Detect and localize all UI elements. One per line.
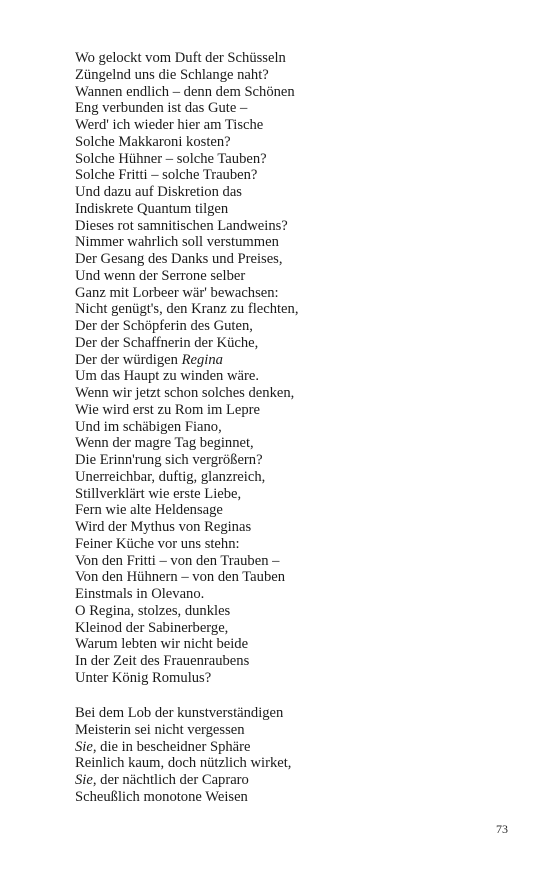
poem-line — [75, 419, 298, 436]
poem-line-text: Und im schäbigen Fiano, — [75, 418, 222, 435]
poem-line — [75, 385, 298, 402]
poem-line-text: Solche Hühner – solche Tauben? — [75, 150, 267, 167]
poem-line — [75, 469, 298, 486]
poem-line-text: Solche Fritti – solche Trauben? — [75, 167, 258, 184]
poem-line-italic-text: Sie — [75, 772, 93, 788]
poem-line-text: Unerreichbar, duftig, glanzreich, — [75, 468, 266, 485]
poem-line — [75, 722, 291, 739]
poem-line-text: Um das Haupt zu winden wäre. — [75, 368, 259, 385]
poem-stanza-1 — [75, 50, 298, 687]
poem-line — [75, 335, 298, 352]
poem-line-text: Stillverklärt wie erste Liebe, — [75, 485, 242, 502]
poem-line-text: , der nächtlich der Capraro — [92, 772, 249, 788]
poem-line — [75, 218, 298, 235]
poem-line — [75, 636, 298, 653]
poem-line-text: Nimmer wahrlich soll verstummen — [75, 234, 279, 251]
poem-line-text: Bei dem Lob der kunstverständigen — [75, 705, 284, 721]
poem-line — [75, 670, 298, 687]
poem-line-text: Wenn der magre Tag beginnet, — [75, 435, 254, 452]
poem-line-text: Unter König Romulus? — [75, 669, 212, 686]
poem-line — [75, 653, 298, 670]
poem-line-text: , die in bescheidner Sphäre — [92, 738, 251, 755]
poem-line-text: Fern wie alte Heldensage — [75, 502, 223, 519]
poem-line — [75, 705, 291, 722]
poem-line — [75, 117, 298, 134]
poem-line-text: Wannen endlich – denn dem Schönen — [75, 83, 295, 100]
poem-line-italic-text: Sie — [75, 738, 93, 755]
poem-line — [75, 739, 291, 756]
poem-line — [75, 603, 298, 620]
poem-line — [75, 84, 298, 101]
poem-line — [75, 586, 298, 603]
poem-line — [75, 167, 298, 184]
poem-line-text: Ganz mit Lorbeer wär' bewachsen: — [75, 284, 279, 301]
poem-line-text: Der der Schöpferin des Guten, — [75, 318, 253, 334]
poem-line — [75, 486, 298, 503]
poem-line-text: Der der würdigen — [75, 351, 182, 368]
poem-line-text: Warum lebten wir nicht beide — [75, 636, 249, 653]
poem-line-text: Einstmals in Olevano. — [75, 586, 205, 602]
poem-stanza-2 — [75, 705, 291, 806]
poem-line — [75, 268, 298, 285]
poem-line-text: Von den Fritti – von den Trauben – — [75, 552, 280, 569]
poem-line-text: O Regina, stolzes, dunkles — [75, 602, 231, 619]
poem-line-text: Indiskrete Quantum tilgen — [75, 200, 229, 217]
poem-line — [75, 569, 298, 586]
poem-line-text: Wenn wir jetzt schon solches denken, — [75, 385, 295, 401]
poem-line-text: Nicht genügt's, den Kranz zu flechten, — [75, 301, 299, 318]
poem-line — [75, 789, 291, 806]
poem-line-text: Die Erinn'rung sich vergrößern? — [75, 452, 263, 468]
poem-line — [75, 620, 298, 637]
poem-line — [75, 536, 298, 553]
poem-line — [75, 234, 298, 251]
poem-line — [75, 519, 298, 536]
poem-line — [75, 50, 298, 67]
poem-line-text: Eng verbunden ist das Gute – — [75, 100, 248, 117]
poem-line-text: In der Zeit des Frauenraubens — [75, 653, 250, 669]
poem-line-text: Wie wird erst zu Rom im Lepre — [75, 401, 261, 418]
poem-line — [75, 368, 298, 385]
poem-line-text: Kleinod der Sabinerberge, — [75, 619, 229, 636]
poem-line-text: Solche Makkaroni kosten? — [75, 133, 231, 150]
poem-line-text: Wo gelockt vom Duft der Schüsseln — [75, 50, 286, 66]
poem-line — [75, 201, 298, 218]
poem-line-text: Reinlich kaum, doch nützlich wirket, — [75, 755, 292, 772]
poem-line-text: Der der Schaffnerin der Küche, — [75, 334, 259, 351]
poem-line — [75, 452, 298, 469]
poem-line-text: Der Gesang des Danks und Preises, — [75, 251, 283, 267]
poem-line-text: Von den Hühnern – von den Tauben — [75, 569, 286, 586]
poem-line-text: Dieses rot samnitischen Landweins? — [75, 217, 288, 234]
poem-line — [75, 285, 298, 302]
poem-line — [75, 755, 291, 772]
poem-line-text: Scheußlich monotone Weisen — [75, 788, 248, 805]
poem-line-text: Meisterin sei nicht vergessen — [75, 721, 245, 738]
poem-line-text: Feiner Küche vor uns stehn: — [75, 535, 240, 552]
poem-line — [75, 318, 298, 335]
poem-line — [75, 151, 298, 168]
poem-line — [75, 184, 298, 201]
poem-line — [75, 251, 298, 268]
poem-line — [75, 402, 298, 419]
poem-line — [75, 67, 298, 84]
poem-line — [75, 352, 298, 369]
poem-line-text: Und wenn der Serrone selber — [75, 267, 246, 284]
poem-line — [75, 301, 298, 318]
poem-line — [75, 502, 298, 519]
poem-line — [75, 134, 298, 151]
poem-line-text: Züngelnd uns die Schlange naht? — [75, 66, 269, 83]
page-number: 73 — [496, 822, 508, 836]
poem-line-text: Werd' ich wieder hier am Tische — [75, 117, 264, 133]
poem-line — [75, 553, 298, 570]
poem-line-text: Wird der Mythus von Reginas — [75, 519, 252, 535]
poem-line-italic-text: Regina — [181, 351, 223, 368]
poem-line — [75, 435, 298, 452]
poem-line — [75, 100, 298, 117]
poem-line-text: Und dazu auf Diskretion das — [75, 184, 242, 200]
poem-line — [75, 772, 291, 789]
